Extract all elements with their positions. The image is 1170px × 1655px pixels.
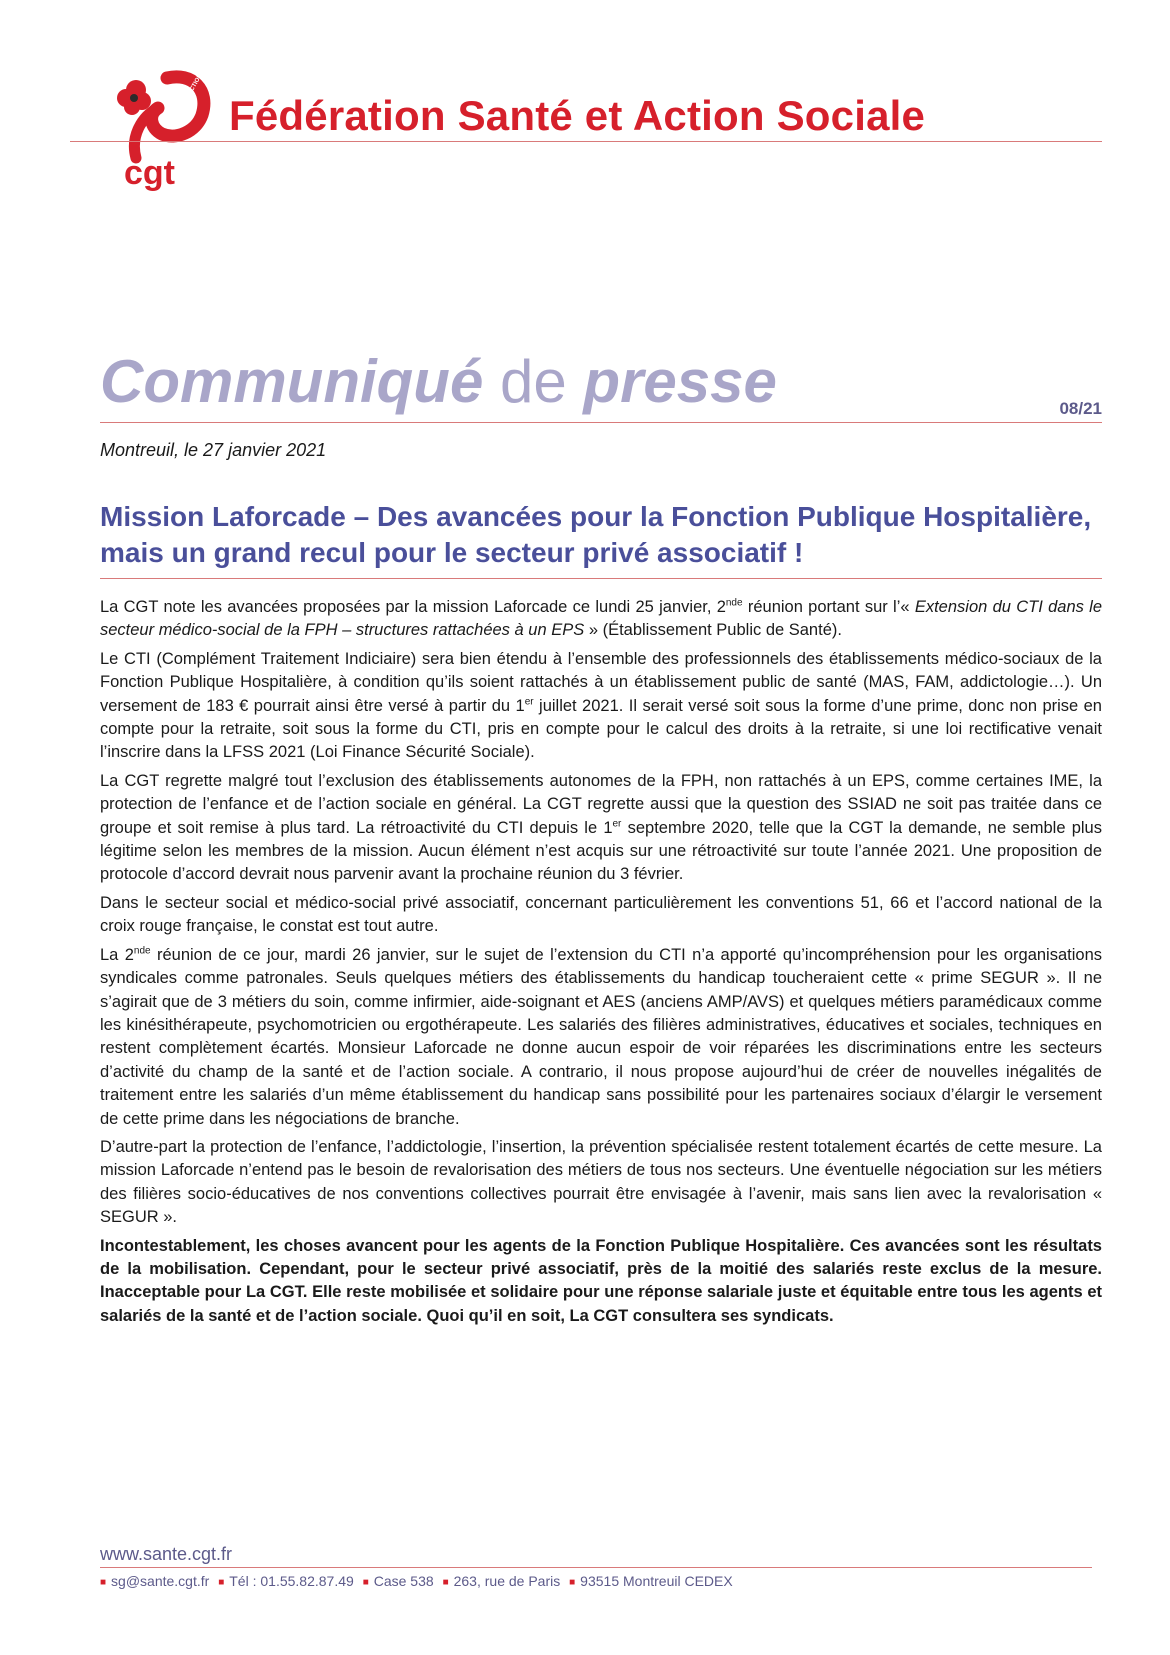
paragraph-2: Le CTI (Complément Traitement Indiciaire) sera bien étendu à l’ensemble des professionnels des établissements médico-sociaux de la Fonction Publique Hospitalière, à condition qu’ils soient rattachés à un établissement public de santé (MAS, FAM, addictologie…). Un versement de 183 € pourrait ainsi être versé à partir du 1er juillet 2021. Il serait versé soit sous la forme d’une prime, donc non prise en compte pour la retraite, soit sous la forme du CTI, pris en compte pour le calcul des droits à la retraite, si une loi rectificative venait l’inscrire dans la LFSS 2021 (Loi Finance Sécurité Sociale). [100,649,1102,762]
footer-phone: Tél : 01.55.82.87.49 [229,1573,354,1589]
title-word-communique: Communiqué [100,348,484,415]
footer-city: 93515 Montreuil CEDEX [580,1573,733,1589]
logo-cgt-text: cgt [124,154,175,192]
footer-contacts [100,1573,733,1589]
paragraph-5: La 2nde réunion de ce jour, mardi 26 janvier, sur le sujet de l’extension du CTI n’a apporté qu’incompréhension pour les organisations syndicales comme patronales. Seuls quelques métiers des établissements du handicap toucheraient cette « prime SEGUR ». Il ne s’agirait que de 3 métiers du soin, comme infirmier, aide-soignant et AES (anciens AMP/AVS) et quelques métiers paramédicaux comme les kinésithérapeute, psychomotricien ou ergothérapeute. Les salariés des filières administratives, éducatives et sociales, techniques en restent complètement écartés. Monsieur Laforcade ne donne aucun espoir de voir réparées les discriminations entre les secteurs d’activité du champ de la santé et de l’action sociale. A contrario, il nous propose aujourd’hui de créer de nouvelles inégalités de traitement entre les salariés d’un même établissement du handicap sans possibilité pour les partenaires sociaux d’élargir le versement de cette prime dans les négociations de branche. [100,945,1102,1128]
title-divider [100,422,1102,423]
headline: Mission Laforcade – Des avancées pour la Fonction Publique Hospitalière, mais un grand recul pour le secteur privé associatif ! [100,501,1092,568]
footer-case: Case 538 [373,1573,434,1589]
paragraph-6: D’autre-part la protection de l’enfance, l’addictologie, l’insertion, la prévention spécialisée restent totalement écartés de cette mesure. La mission Laforcade n’entend pas le besoin de revalorisation des métiers de tous nos secteurs. Une éventuelle négociation sur les métiers des filières socio-éducatives de nos conventions collectives pourrait être envisagée à l’avenir, mais sans lien avec la revalorisation « SEGUR ». [100,1137,1102,1227]
body-text [100,596,1102,1333]
paragraph-conclusion: Incontestablement, les choses avancent pour les agents de la Fonction Publique Hospitalière. Ces avancées sont les résultats de la mobilisation. Cependant, pour le secteur privé associatif, près de la moitié des salariés reste exclus de la mesure. Inacceptable pour La CGT. Elle reste mobilisée et solidaire pour une réponse salariale juste et équitable entre tous les agents et salariés de la santé et de l’action sociale. Quoi qu’il en soit, La CGT consultera ses syndicats. [100,1236,1102,1325]
header-divider [70,141,1102,142]
headline-divider [100,578,1102,579]
bullet-icon: ■ [442,1576,449,1588]
title-word-presse: presse [583,348,777,415]
footer-email[interactable]: sg@sante.cgt.fr [111,1573,210,1589]
bullet-icon: ■ [569,1576,576,1588]
paragraph-4: Dans le secteur social et médico-social privé associatif, concernant particulièrement les conventions 51, 66 et l’accord national de la croix rouge française, le constat est tout autre. [100,893,1102,936]
title-word-de: de [500,348,567,415]
website-link[interactable]: www.sante.cgt.fr [100,1544,233,1564]
press-release-number: 08/21 [1059,399,1102,418]
logo-ribbon-text: SANTÉ ET ACTION SOCIALE [171,48,218,124]
footer-street: 263, rue de Paris [453,1573,561,1589]
press-release-title [100,348,777,415]
organization-title: Fédération Santé et Action Sociale [229,92,926,139]
bullet-icon: ■ [100,1576,107,1588]
paragraph-1: La CGT note les avancées proposées par la mission Laforcade ce lundi 25 janvier, 2nde réunion portant sur l’« Extension du CTI dans le secteur médico-social de la FPH – structures rattachées à un EPS » (Établissement Public de Santé). [100,597,1103,640]
place-date: Montreuil, le 27 janvier 2021 [100,440,327,460]
bullet-icon: ■ [218,1576,225,1588]
cgt-logo [112,48,218,195]
paragraph-3: La CGT regrette malgré tout l’exclusion des établissements autonomes de la FPH, non rattachés à un EPS, comme certaines IME, la protection de l’enfance et de l’action sociale en général. La CGT regrette aussi que la question des SSIAD ne soit pas traitée dans ce groupe et soit remise à plus tard. La rétroactivité du CTI depuis le 1er septembre 2020, telle que la CGT la demande, ne semble plus légitime selon les membres de la mission. Aucun élément n’est acquis sur une rétroactivité sur toute l’année 2021. Une proposition de protocole d’accord devrait nous parvenir avant la prochaine réunion du 3 février. [100,771,1102,884]
bullet-icon: ■ [362,1576,369,1588]
footer-divider [100,1567,1092,1568]
